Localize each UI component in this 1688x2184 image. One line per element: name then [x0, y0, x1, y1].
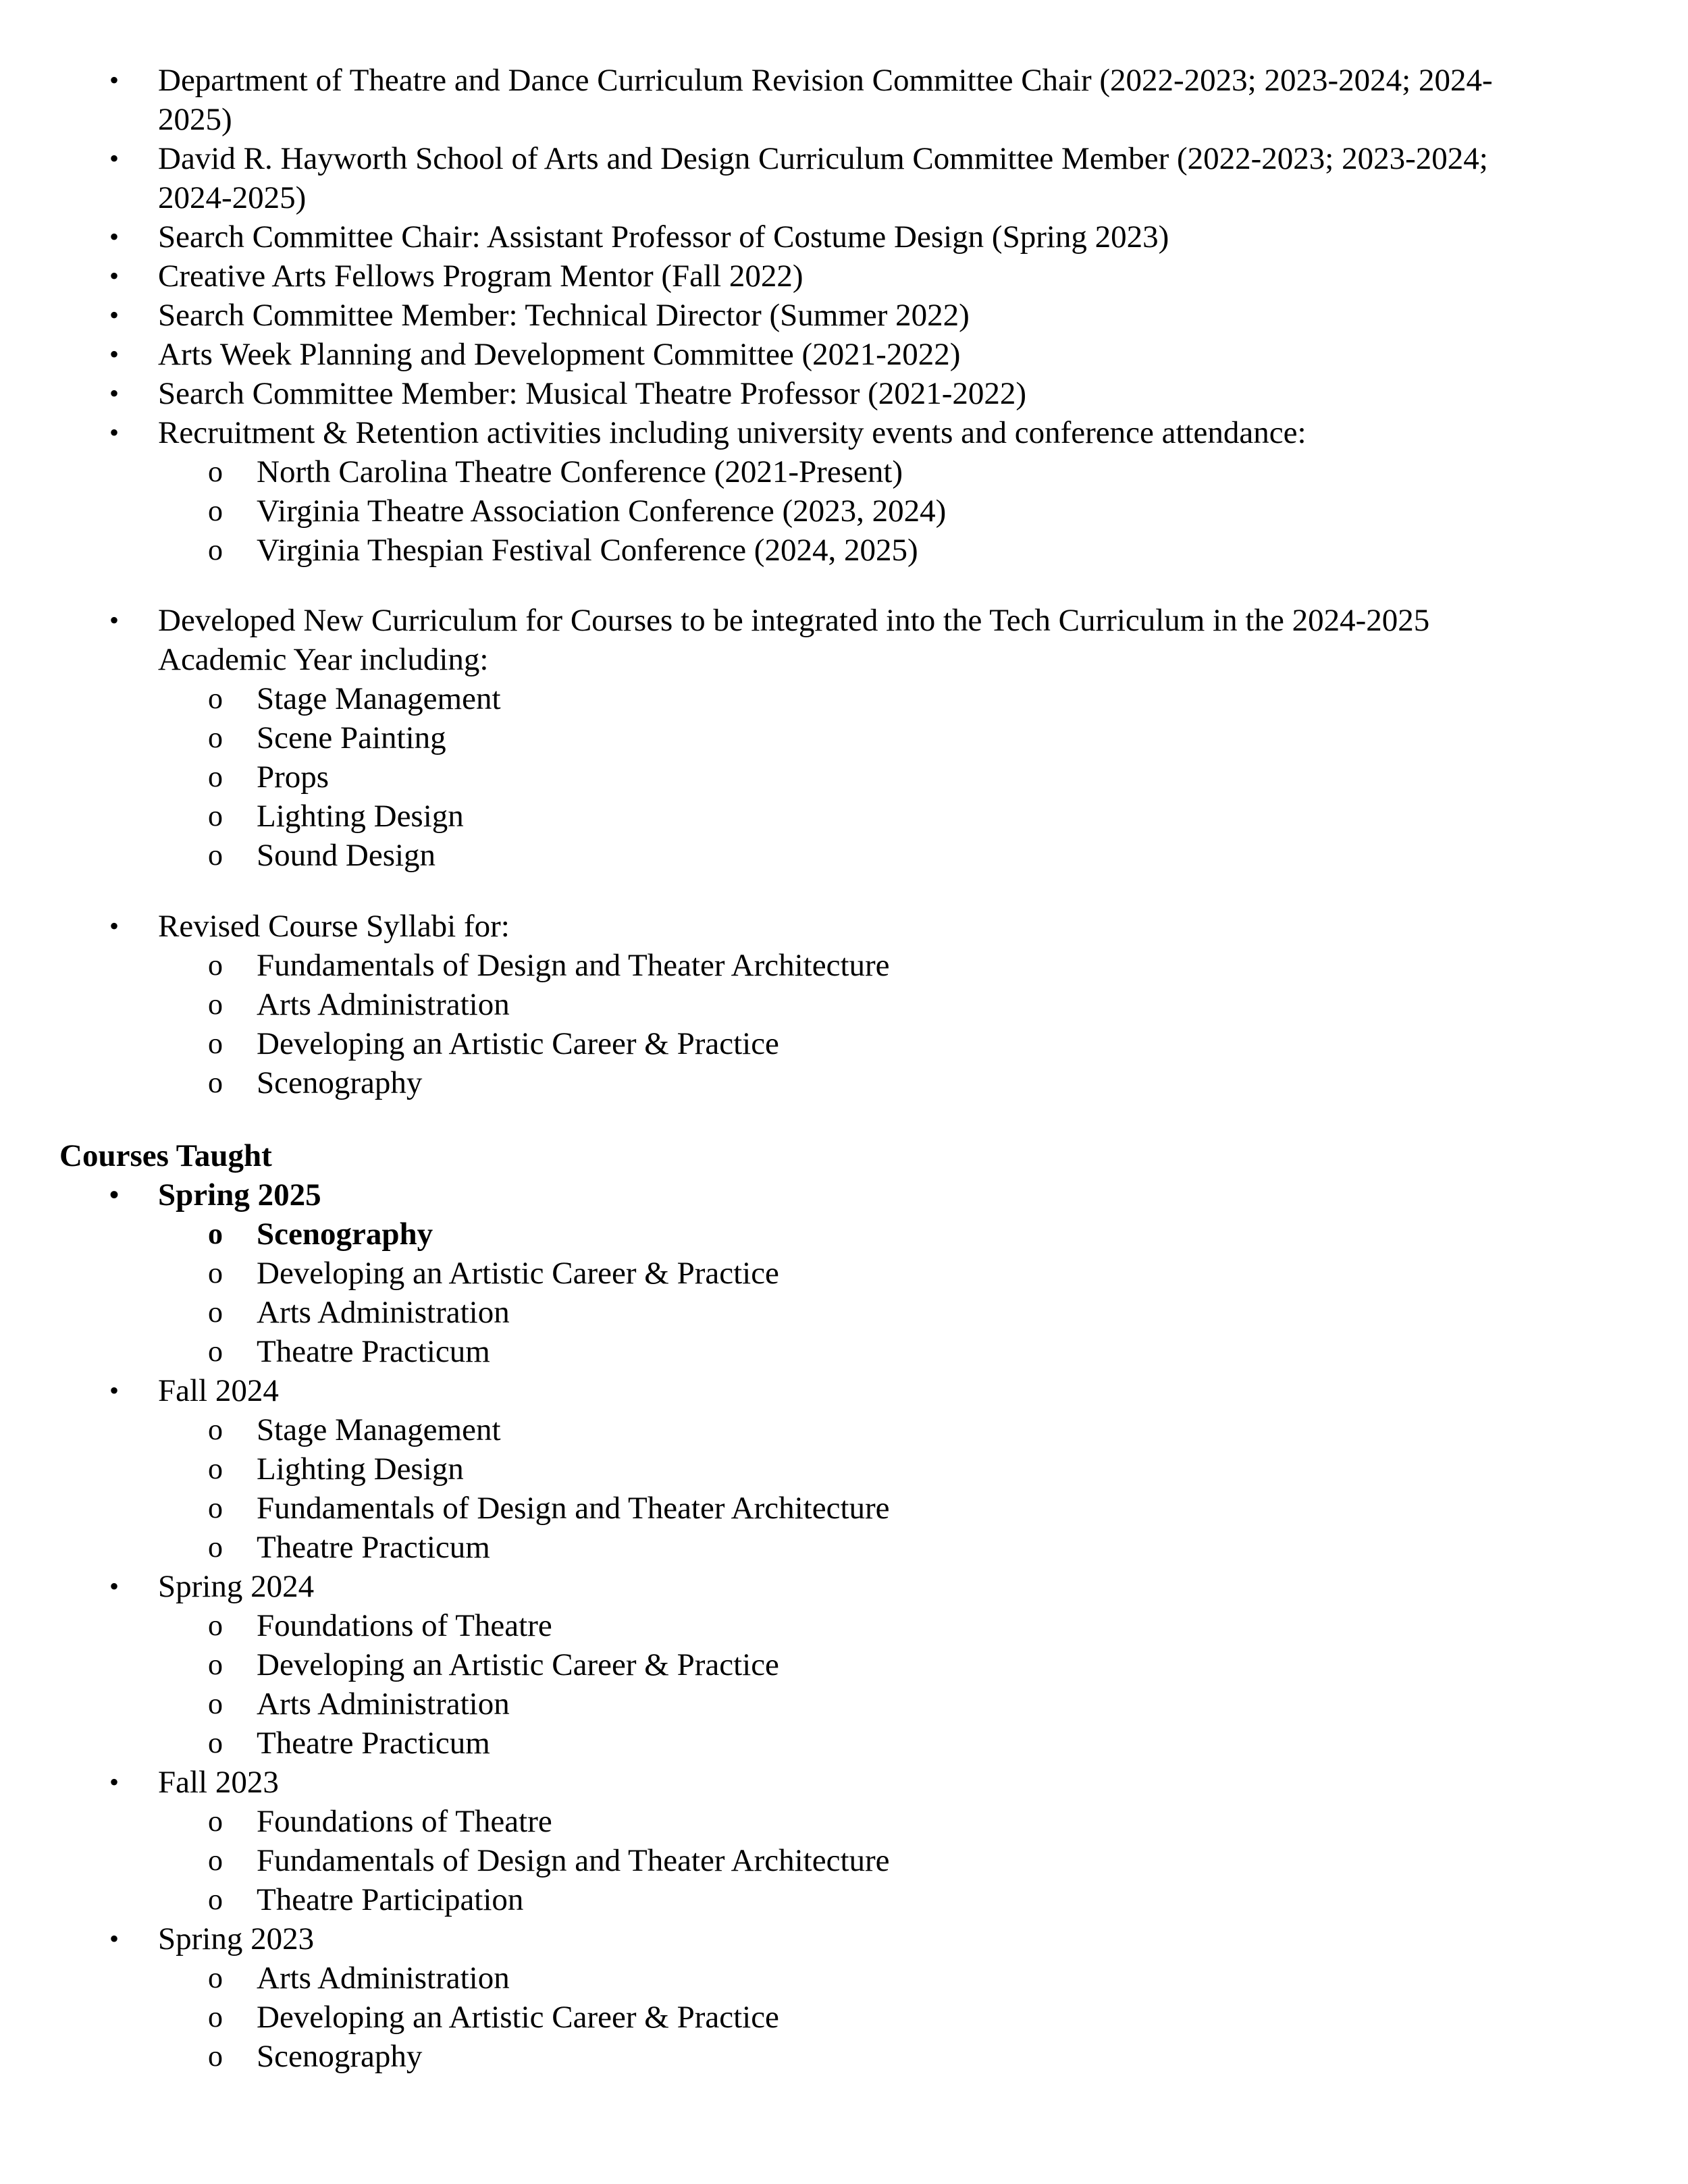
term-item: • Spring 2023 — [0, 1919, 1688, 1959]
sub-list-item: o Props — [0, 757, 1688, 797]
circle-bullet-icon: o — [208, 1883, 223, 1916]
circle-bullet-icon: o — [208, 1027, 223, 1060]
list-item: • Arts Week Planning and Development Committee (2021-2022) — [0, 335, 1688, 374]
circle-bullet-icon: o — [208, 455, 223, 488]
circle-bullet-icon: o — [208, 2000, 223, 2033]
course-item: o Developing an Artistic Career & Practice — [0, 1645, 1688, 1684]
sub-list-item: o Sound Design — [0, 836, 1688, 875]
sub-list-item: o Developing an Artistic Career & Practice — [0, 1024, 1688, 1063]
bullet-icon: • — [109, 1571, 120, 1601]
section-heading: Courses Taught — [59, 1138, 272, 1173]
circle-bullet-icon: o — [208, 1256, 223, 1289]
list-item: • Revised Course Syllabi for: — [0, 907, 1688, 946]
circle-bullet-icon: o — [208, 494, 223, 527]
term-item: • Spring 2024 — [0, 1567, 1688, 1606]
courses-taught-list — [0, 1175, 1688, 2076]
circle-bullet-icon: o — [208, 1648, 223, 1681]
circle-bullet-icon: o — [208, 949, 223, 982]
term-item: • Fall 2024 — [0, 1371, 1688, 1410]
circle-bullet-icon: o — [208, 1413, 223, 1446]
bullet-icon: • — [109, 911, 120, 941]
circle-bullet-icon: o — [208, 1066, 223, 1099]
circle-bullet-icon: o — [208, 1805, 223, 1838]
circle-bullet-icon: o — [208, 1726, 223, 1759]
list-item: • David R. Hayworth School of Arts and Design Curriculum Committee Member (2022-2023; 2023-2024; 2024-2025) — [0, 139, 1688, 217]
circle-bullet-icon: o — [208, 721, 223, 754]
circle-bullet-icon: o — [208, 799, 223, 832]
bullet-icon: • — [109, 605, 120, 635]
circle-bullet-icon: o — [208, 1609, 223, 1642]
bullet-icon: • — [109, 1923, 120, 1954]
bullet-icon: • — [109, 417, 120, 448]
sub-list-item: o Scenography — [0, 1063, 1688, 1102]
list-item: • Recruitment & Retention activities including university events and conference attendance: — [0, 413, 1688, 452]
circle-bullet-icon: o — [208, 1530, 223, 1564]
bullet-icon: • — [109, 65, 120, 95]
list-item: • Search Committee Member: Musical Theatre Professor (2021-2022) — [0, 374, 1688, 413]
circle-bullet-icon: o — [208, 1296, 223, 1329]
course-item: o Arts Administration — [0, 1959, 1688, 1998]
course-item: o Arts Administration — [0, 1293, 1688, 1332]
course-item: o Fundamentals of Design and Theater Architecture — [0, 1489, 1688, 1528]
course-item: o Theatre Participation — [0, 1880, 1688, 1919]
sub-list-item: o Arts Administration — [0, 985, 1688, 1024]
bullet-icon: • — [109, 221, 120, 252]
new-curriculum-list — [0, 601, 1688, 875]
list-item: • Creative Arts Fellows Program Mentor (Fall 2022) — [0, 257, 1688, 296]
circle-bullet-icon: o — [208, 1844, 223, 1877]
course-item: o Foundations of Theatre — [0, 1802, 1688, 1841]
bullet-icon: • — [109, 1375, 120, 1406]
sub-list-item: o North Carolina Theatre Conference (2021-Present) — [0, 452, 1688, 491]
sub-list-item: o Lighting Design — [0, 797, 1688, 836]
circle-bullet-icon: o — [208, 682, 223, 715]
course-item: o Foundations of Theatre — [0, 1606, 1688, 1645]
circle-bullet-icon: o — [208, 1217, 223, 1250]
sub-list-item: o Virginia Thespian Festival Conference (2024, 2025) — [0, 531, 1688, 570]
term-item: • Fall 2023 — [0, 1763, 1688, 1802]
bullet-icon: • — [109, 300, 120, 330]
circle-bullet-icon: o — [208, 1687, 223, 1720]
circle-bullet-icon: o — [208, 1961, 223, 1994]
bullet-icon: • — [109, 339, 120, 369]
course-item: o Stage Management — [0, 1410, 1688, 1449]
circle-bullet-icon: o — [208, 2040, 223, 2073]
course-item: o Lighting Design — [0, 1449, 1688, 1489]
course-item: o Fundamentals of Design and Theater Architecture — [0, 1841, 1688, 1880]
course-item: o Theatre Practicum — [0, 1332, 1688, 1371]
circle-bullet-icon: o — [208, 1452, 223, 1485]
term-item: • Spring 2025 — [0, 1175, 1688, 1215]
list-item: • Search Committee Member: Technical Director (Summer 2022) — [0, 296, 1688, 335]
circle-bullet-icon: o — [208, 988, 223, 1021]
sub-list-item: o Stage Management — [0, 679, 1688, 718]
course-item: o Scenography — [0, 1215, 1688, 1254]
bullet-icon: • — [109, 1179, 120, 1210]
course-item: o Developing an Artistic Career & Practice — [0, 1998, 1688, 2037]
bullet-icon: • — [109, 1767, 120, 1797]
circle-bullet-icon: o — [208, 1491, 223, 1524]
bullet-icon: • — [109, 261, 120, 291]
list-item: • Department of Theatre and Dance Curriculum Revision Committee Chair (2022-2023; 2023-2024; 2024-2025) — [0, 61, 1688, 139]
list-item: • Developed New Curriculum for Courses to be integrated into the Tech Curriculum in the 2024-2025 Academic Year including: — [0, 601, 1688, 679]
bullet-icon: • — [109, 378, 120, 408]
course-item: o Scenography — [0, 2037, 1688, 2076]
circle-bullet-icon: o — [208, 838, 223, 872]
circle-bullet-icon: o — [208, 533, 223, 566]
sub-list-item: o Scene Painting — [0, 718, 1688, 757]
course-item: o Developing an Artistic Career & Practice — [0, 1254, 1688, 1293]
revised-syllabi-list — [0, 907, 1688, 1102]
service-list — [0, 61, 1688, 570]
sub-list-item: o Virginia Theatre Association Conference (2023, 2024) — [0, 491, 1688, 531]
list-item: • Search Committee Chair: Assistant Professor of Costume Design (Spring 2023) — [0, 217, 1688, 257]
circle-bullet-icon: o — [208, 760, 223, 793]
course-item: o Theatre Practicum — [0, 1528, 1688, 1567]
circle-bullet-icon: o — [208, 1335, 223, 1368]
sub-list-item: o Fundamentals of Design and Theater Architecture — [0, 946, 1688, 985]
course-item: o Arts Administration — [0, 1684, 1688, 1724]
course-item: o Theatre Practicum — [0, 1724, 1688, 1763]
bullet-icon: • — [109, 143, 120, 174]
